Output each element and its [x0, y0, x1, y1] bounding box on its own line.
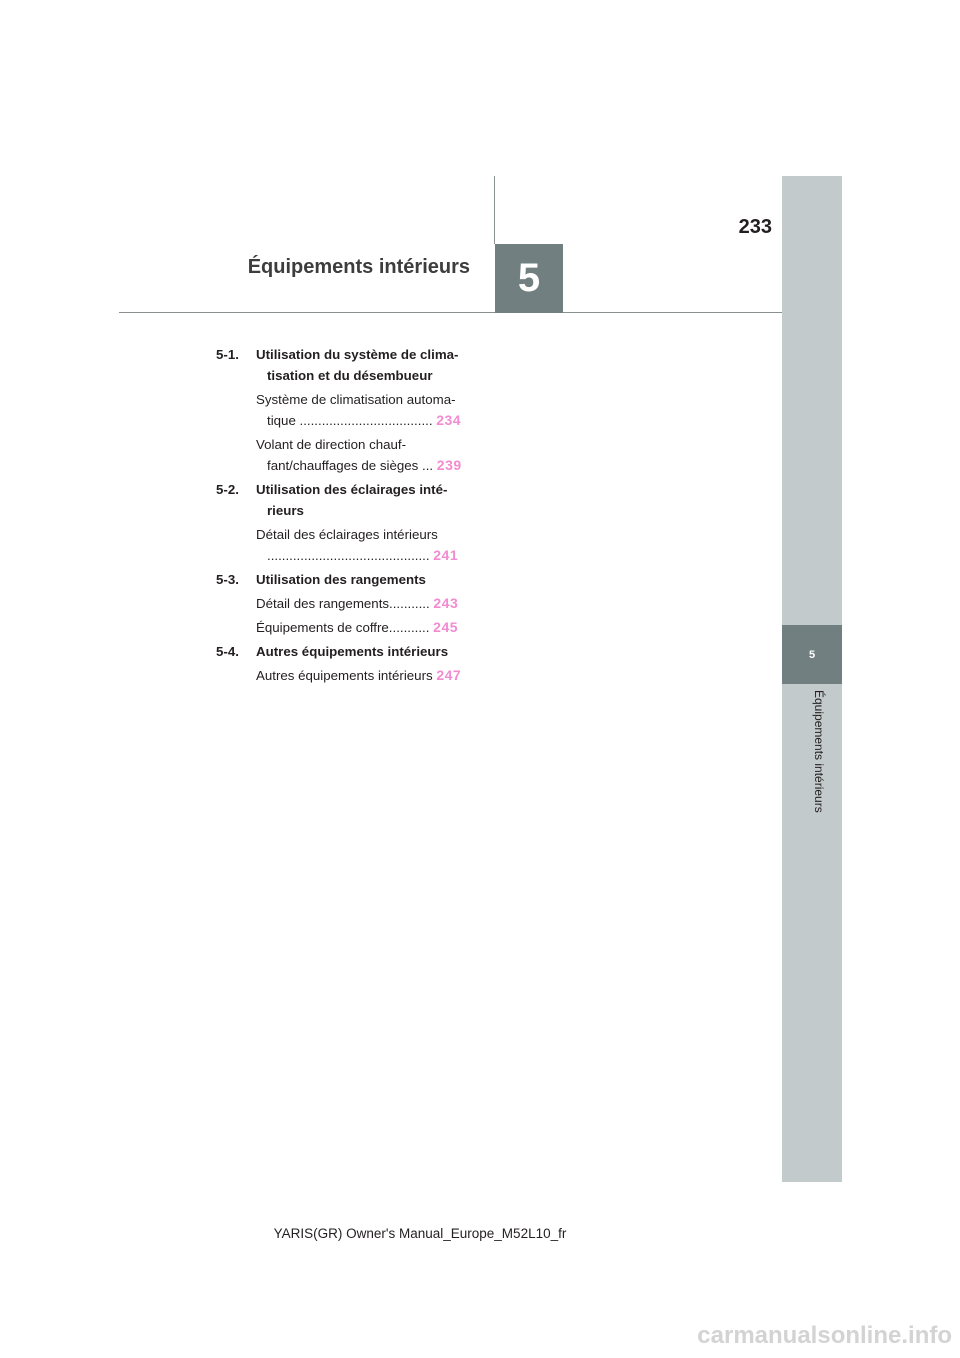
- toc-entry-text: Système de climatisation automa-tique ....................................: [256, 392, 456, 428]
- toc-section[interactable]: [216, 569, 468, 590]
- toc-section-number: 5-3.: [216, 572, 239, 587]
- toc-entry-text: Équipements de coffre...........: [256, 620, 430, 635]
- toc-entry-page-link[interactable]: 243: [433, 595, 459, 611]
- document-footer: YARIS(GR) Owner's Manual_Europe_M52L10_fr: [273, 1226, 567, 1241]
- toc-entry[interactable]: [256, 665, 468, 686]
- chapter-number-box: [495, 244, 563, 313]
- toc-section-number: 5-1.: [216, 347, 239, 362]
- table-of-contents: [216, 344, 468, 689]
- toc-section[interactable]: [216, 641, 468, 662]
- toc-entry[interactable]: [256, 389, 468, 431]
- toc-section-number: 5-4.: [216, 644, 239, 659]
- side-chapter-tab: [782, 625, 842, 684]
- toc-section-title: Utilisation des éclairages inté-rieurs: [256, 482, 448, 518]
- side-chapter-number: 5: [808, 648, 816, 661]
- watermark: carmanualsonline.info: [697, 1322, 952, 1349]
- toc-section-title: Utilisation du système de clima-tisation et du désembueur: [256, 347, 459, 383]
- toc-entry[interactable]: [256, 593, 468, 614]
- toc-entry[interactable]: [256, 617, 468, 638]
- toc-entry[interactable]: [256, 524, 468, 566]
- toc-entry-text: Détail des éclairages intérieurs ............................................: [256, 527, 438, 563]
- toc-section-number: 5-2.: [216, 482, 239, 497]
- toc-section-title: Autres équipements intérieurs: [256, 644, 449, 659]
- toc-entry-page-link[interactable]: 241: [433, 547, 459, 563]
- toc-entry-page-link[interactable]: 245: [433, 619, 459, 635]
- toc-entry-text: Autres équipements intérieurs: [256, 668, 433, 683]
- page-number: 233: [738, 216, 772, 238]
- header-vertical-rule: [494, 176, 495, 244]
- toc-entry-text: Détail des rangements...........: [256, 596, 430, 611]
- toc-entry-page-link[interactable]: 239: [436, 457, 462, 473]
- toc-entry[interactable]: [256, 434, 468, 476]
- toc-entry-page-link[interactable]: 234: [436, 412, 462, 428]
- toc-section[interactable]: [216, 479, 468, 521]
- toc-section[interactable]: [216, 344, 468, 386]
- chapter-title: Équipements intérieurs: [247, 256, 470, 278]
- toc-entry-text: Volant de direction chauf-fant/chauffages de sièges ...: [256, 437, 434, 473]
- side-chapter-label: Équipements intérieurs: [812, 690, 826, 813]
- header-horizontal-rule: [119, 312, 782, 313]
- chapter-number: 5: [517, 256, 541, 300]
- toc-section-title: Utilisation des rangements: [256, 572, 426, 587]
- toc-entry-page-link[interactable]: 247: [436, 667, 462, 683]
